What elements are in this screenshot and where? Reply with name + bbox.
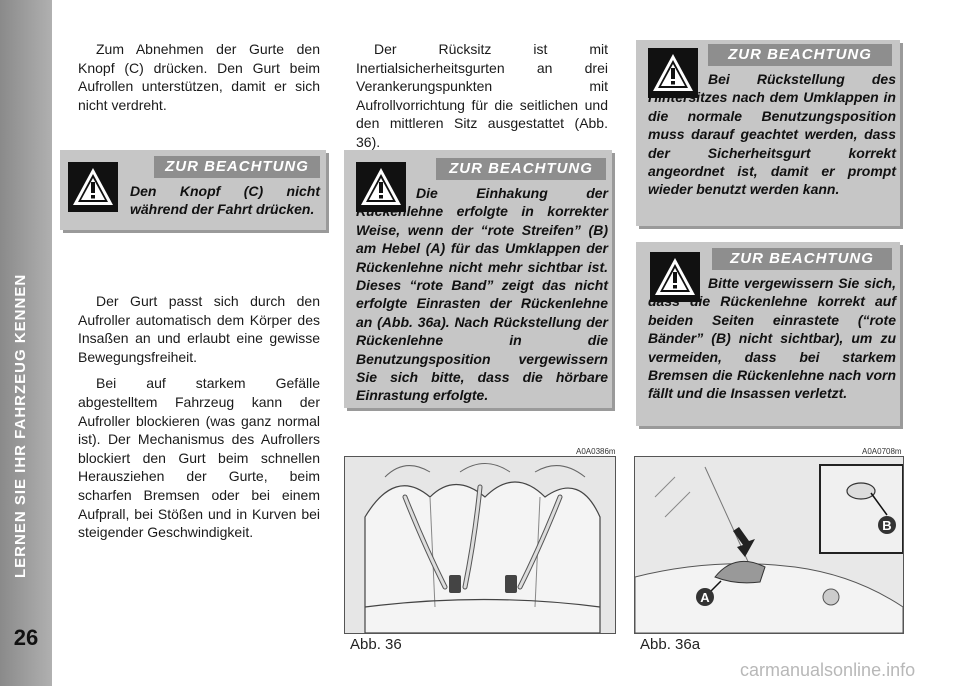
paragraph: Der Rücksitz ist mit Inertialsicherheitsgurten an drei Verankerungspunkten mit Aufrollvorrichtung für die seitlichen und den mittleren Sitz ausgestattet (Abb. 36). (356, 41, 608, 150)
backrest-lever-illustration (635, 457, 903, 633)
warning-header: ZUR BEACHTUNG (712, 248, 892, 270)
figure-rear-seat-belts (344, 456, 616, 634)
warning-box-1 (60, 150, 326, 230)
chapter-title: LERNEN SIE IHR FAHRZEUG KENNEN (12, 273, 29, 578)
figure-code: A0A0386m (576, 447, 616, 456)
figure-caption: Abb. 36 (350, 636, 402, 653)
warning-header: ZUR BEACHTUNG (436, 158, 606, 180)
label-b: B (882, 518, 892, 533)
warning-header: ZUR BEACHTUNG (708, 44, 892, 66)
warning-text: Bei Rückstellung des Hintersitzes nach dem Umklappen in die normale Benutzungsposition muss darauf geachtet werden, dass der Sicherheitsgurt korrekt angeordnet ist, damit er prompt wieder benutzt werden kann. (648, 71, 896, 198)
watermark: carmanualsonline.info (740, 660, 916, 680)
chapter-sidebar (0, 0, 52, 686)
warning-triangle-icon (68, 162, 118, 212)
figure-code: A0A0708m (862, 447, 902, 456)
warning-box-3 (636, 40, 900, 226)
warning-text: Die Einhakung der Rückenlehne erfolgte in korrekter Weise, wenn der “rote Streifen” (B) am Hebel (A) für das Umklappen der Rückenlehne nicht mehr sichtbar ist. Dieses “rote Band” zeigt das nicht erfolgte Einrasten der Rückenlehne an (Abb. 36a). Nach Rückstellung der Rückenlehne in die Benutzungsposition vergewissern Sie sich bitte, dass die hörbare Einrastung erfolgte. (356, 185, 608, 404)
warning-header: ZUR BEACHTUNG (154, 156, 320, 178)
paragraph: Zum Abnehmen der Gurte den Knopf (C) drücken. Den Gurt beim Aufrollen unterstützen, damit er sich nicht verdreht. (78, 41, 320, 113)
col2-para1 (356, 40, 608, 152)
warning-box-2 (344, 150, 612, 408)
page-number: 26 (13, 625, 39, 650)
warning-text: Bitte vergewissern Sie sich, dass die Rückenlehne korrekt auf beiden Seiten einrastete (“rote Bänder” (B) nicht sichtbar), um zu vermeiden, dass bei starkem Bremsen die Rückenlehne nach vorn fällt und die Insassen verletzt. (648, 275, 896, 402)
paragraph: Der Gurt passt sich durch den Aufroller automatisch dem Körper des Insaßen an und erlaubt eine gewisse Bewegungsfreiheit. (78, 293, 320, 365)
figure-caption: Abb. 36a (640, 636, 701, 653)
figure-backrest-lever (634, 456, 904, 634)
col1-para1 (78, 40, 320, 114)
col1-body (78, 292, 320, 542)
label-a: A (700, 590, 710, 605)
warning-box-4 (636, 242, 900, 426)
rear-seat-illustration (345, 457, 615, 633)
warning-text: Den Knopf (C) nicht während der Fahrt drücken. (130, 183, 320, 218)
paragraph: Bei auf starkem Gefälle abgestelltem Fahrzeug kann der Aufroller blockieren (was ganz normal ist). Der Mechanismus des Aufrollers blockiert den Gurt beim schnellen Herausziehen der Gurte, beim scharfen Bremsen oder bei einem Aufprall, bei Stößen und in Kurven bei steigender Geschwindigkeit. (78, 375, 320, 541)
